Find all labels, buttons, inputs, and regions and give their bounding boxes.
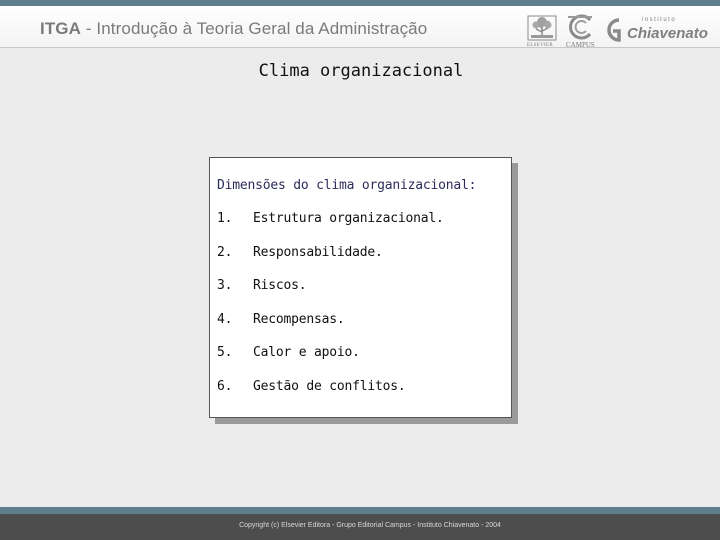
- publisher-logos: [526, 14, 706, 50]
- list-item-text: Calor e apoio.: [253, 345, 360, 360]
- list-item-number: 1.: [217, 211, 233, 226]
- list-item: [217, 245, 507, 263]
- elsevier-label: ELSEVIER: [527, 43, 554, 48]
- elsevier-tree-icon: [526, 14, 558, 42]
- list-item: [217, 211, 507, 229]
- footer: [0, 514, 720, 540]
- list-item-text: Gestão de conflitos.: [253, 379, 406, 394]
- campus-label: CAMPUS: [566, 41, 595, 49]
- slide-title: Clima organizacional: [258, 61, 464, 81]
- list-item-text: Responsabilidade.: [253, 245, 383, 260]
- list-item: [217, 345, 507, 363]
- list-item-number: 2.: [217, 245, 233, 260]
- chiavenato-label: Chiavenato: [627, 25, 708, 42]
- list-item: [217, 379, 507, 397]
- header: [0, 6, 720, 48]
- list-item: [217, 278, 507, 296]
- list-item-number: 4.: [217, 312, 233, 327]
- course-brand: ITGA: [40, 19, 82, 38]
- campus-logo: [564, 14, 596, 50]
- content-box: [209, 157, 512, 418]
- course-title: [40, 19, 427, 39]
- campus-mark-icon: [564, 14, 596, 40]
- list-item: [217, 312, 507, 330]
- list-item-number: 3.: [217, 278, 233, 293]
- dimensions-heading: Dimensões do clima organizacional:: [217, 178, 477, 193]
- list-item-text: Recompensas.: [253, 312, 345, 327]
- footer-accent-bar: [0, 507, 720, 514]
- course-name: - Introdução à Teoria Geral da Administração: [81, 19, 428, 38]
- chiavenato-logo: [602, 14, 706, 50]
- chiavenato-mark-icon: [602, 16, 624, 46]
- instituto-label: instituto: [642, 17, 677, 23]
- list-item-text: Estrutura organizacional.: [253, 211, 444, 226]
- list-item-number: 5.: [217, 345, 233, 360]
- elsevier-logo: [526, 14, 558, 50]
- list-item-text: Riscos.: [253, 278, 307, 293]
- list-item-number: 6.: [217, 379, 233, 394]
- copyright-text: Copyright (c) Elsevier Editora - Grupo Editorial Campus - Instituto Chiavenato - 2004: [239, 522, 501, 529]
